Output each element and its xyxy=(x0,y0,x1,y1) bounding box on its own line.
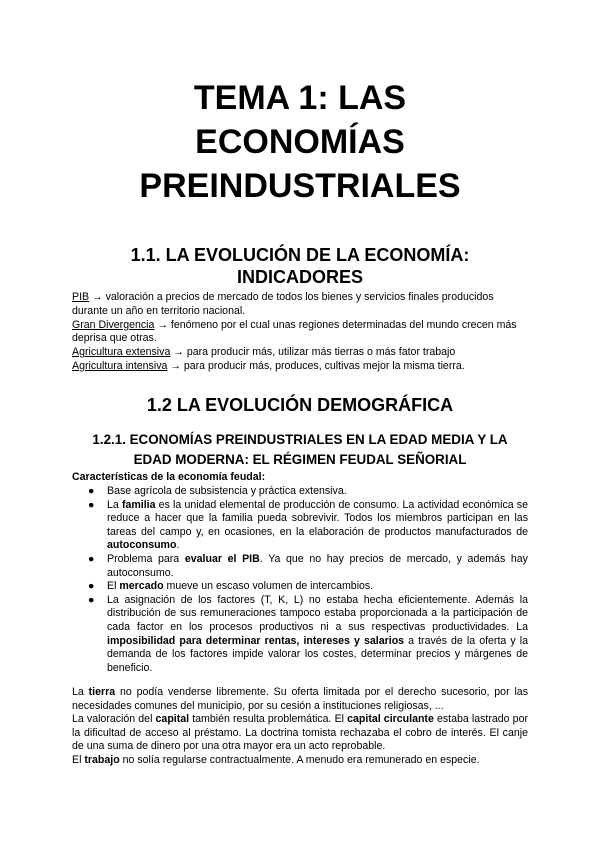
bold-text: imposibilidad para determinar rentas, intereses y salarios xyxy=(107,634,405,647)
definition-term: PIB xyxy=(72,291,90,303)
text-run: es la unidad elemental de producción de consumo. La actividad económica se reduce a hacer que la familia pueda sobrevivir. Todos los miembros participan en las tareas del campo y, en ocasiones, en la elaboración de productos manufacturados de xyxy=(107,498,528,538)
features-title: Características de la economía feudal: xyxy=(72,471,266,483)
arrow-icon: → xyxy=(167,359,184,372)
text-run: no podía venderse libremente. Su oferta limitada por el derecho sucesorio, por las necesidades comunes del municipio, por su cesión a instituciones religiosas, ... xyxy=(72,686,528,712)
bold-text: tierra xyxy=(88,686,116,698)
bold-text: capital circulante xyxy=(347,713,434,726)
bold-text: autoconsumo xyxy=(107,539,177,552)
body-paragraph xyxy=(72,686,528,713)
title-line: PREINDUSTRIALES xyxy=(139,167,461,205)
bold-text: evaluar el PIB xyxy=(184,552,260,565)
page-title xyxy=(0,76,600,208)
text-run: estaba lastrado por la dificultad de acceso al préstamo. La doctrina tomista rechazaba el cobro de interés. El canje de una suma de dinero por una otra mayor era un acto reprobable. xyxy=(72,713,528,753)
text-run: La asignación de los factores (T, K, L) no estaba hecha eficientemente. Además la distribución de sus remuneraciones tampoco estaba proporcionada a la participación de cada factor en los procesos productivos ni a sus respectivas productividades. La xyxy=(107,593,528,633)
definition-item xyxy=(72,360,530,374)
subheading-line: EDAD MODERNA: EL RÉGIMEN FEUDAL SEÑORIAL xyxy=(133,452,467,467)
definition-item xyxy=(72,346,530,360)
body-paragraphs xyxy=(72,686,528,768)
definition-term: Agricultura extensiva xyxy=(72,346,171,359)
bullet-icon: ● xyxy=(88,498,95,511)
arrow-icon: → xyxy=(89,291,106,303)
title-line: TEMA 1: LAS xyxy=(193,79,407,117)
bullet-icon: ● xyxy=(88,552,95,565)
text-run: también resulta problemática. El xyxy=(189,713,348,726)
definition-item xyxy=(72,319,530,347)
text-run: La xyxy=(72,686,89,698)
arrow-icon: → xyxy=(154,318,171,331)
text-run: La xyxy=(107,498,122,511)
subheading-line: 1.2.1. ECONOMÍAS PREINDUSTRIALES EN LA EDAD MEDIA Y LA xyxy=(92,432,508,447)
arrow-icon: → xyxy=(170,346,187,359)
bullet-icon: ● xyxy=(88,593,95,606)
bold-text: trabajo xyxy=(84,753,120,766)
text-run: no solía regularse contractualmente. A menudo era remunerado en especie. xyxy=(119,753,480,766)
bold-text: familia xyxy=(121,498,156,511)
definition-item xyxy=(72,291,530,319)
bullet-item xyxy=(88,580,528,594)
text-run: El xyxy=(107,580,120,593)
bullet-item xyxy=(88,499,528,553)
bullet-item xyxy=(88,553,528,580)
title-line: ECONOMÍAS xyxy=(195,123,405,161)
text-run: a través de la oferta y la demanda de los factores impide valorar los costes, determinar precios y márgenes de beneficio. xyxy=(107,634,528,674)
section-heading-1-2: 1.2 LA EVOLUCIÓN DEMOGRÁFICA xyxy=(146,395,454,415)
bold-text: mercado xyxy=(119,580,164,593)
definition-text: valoración a precios de mercado de todos los bienes y servicios finales producidos durante un año en territorio nacional. xyxy=(72,291,494,317)
definition-term: Gran Divergencia xyxy=(72,318,155,331)
definition-term: Agricultura intensiva xyxy=(72,359,168,372)
body-paragraph xyxy=(72,754,528,768)
body-paragraph xyxy=(72,713,528,754)
bullet-item xyxy=(88,594,528,676)
definitions-list xyxy=(72,291,530,374)
text-run: . xyxy=(176,539,180,552)
bold-text: capital xyxy=(155,713,190,726)
section-heading-1-1 xyxy=(60,244,540,288)
features-bullet-list xyxy=(88,485,528,675)
text-run: Problema para xyxy=(107,552,185,565)
text-run: La valoración del xyxy=(72,713,156,726)
definition-text: para producir más, utilizar más tierras o más fator trabajo xyxy=(186,346,456,359)
bullet-icon: ● xyxy=(88,485,95,497)
bullet-item xyxy=(88,485,528,499)
heading-line: 1.1. LA EVOLUCIÓN DE LA ECONOMÍA: xyxy=(130,245,470,265)
bullet-icon: ● xyxy=(88,580,95,593)
heading-line: INDICADORES xyxy=(236,267,363,287)
text-run: Base agrícola de subsistencia y práctica extensiva. xyxy=(107,485,347,497)
definition-text: para producir más, produces, cultivas mejor la misma tierra. xyxy=(183,359,465,372)
subsection-heading-1-2-1 xyxy=(60,430,540,470)
text-run: mueve un escaso volumen de intercambios. xyxy=(163,580,374,593)
definition-text: fenómeno por el cual unas regiones determinadas del mundo crecen más deprisa que otras. xyxy=(72,318,517,345)
text-run: . Ya que no hay precios de mercado, y además hay autoconsumo. xyxy=(107,552,528,579)
text-run: El xyxy=(72,753,85,766)
